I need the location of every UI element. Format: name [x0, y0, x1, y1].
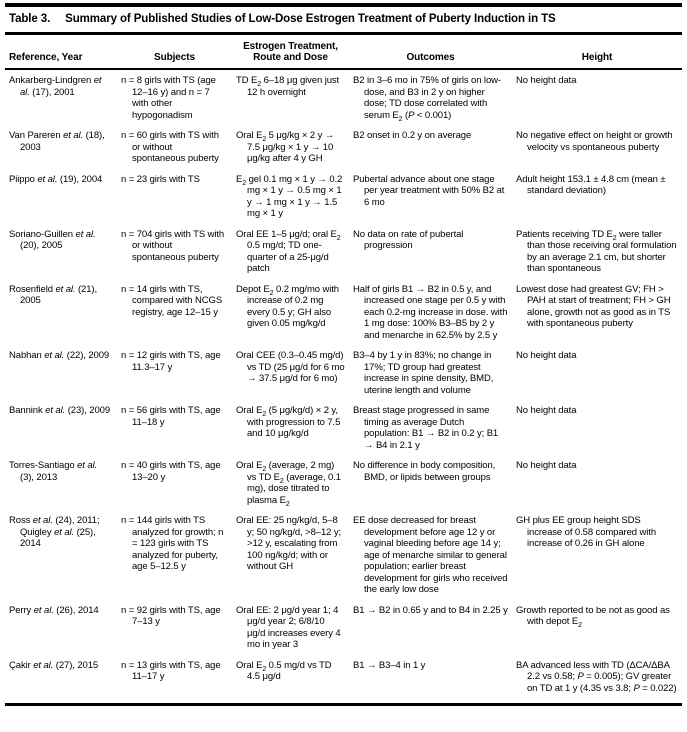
outcomes-cell	[349, 605, 512, 660]
treatment-cell	[232, 350, 349, 405]
treatment-cell	[232, 69, 349, 130]
outcomes-text: B2 in 3–6 mo in 75% of girls on low-dose, and B3 in 2 y on higher dose; TD dose correlated with serum $E_2$ (P < 0.001)	[353, 75, 501, 123]
height-text: No negative effect on height or growth velocity vs spontaneous puberty	[516, 130, 673, 153]
treatment-text: TD $E_2$ 6–18 μg given just 12 h overnight	[236, 75, 340, 98]
treatment-text: Depot $E_2$ 0.2 mg/mo with increase of 0.2 mg every 0.5 y; GH also given 0.05 mg/kg/d	[236, 283, 339, 329]
outcomes-cell	[349, 284, 512, 351]
outcomes-cell	[349, 460, 512, 515]
treatment-cell	[232, 130, 349, 174]
reference-text: Ankarberg-Lindgren et al. (17), 2001	[9, 75, 102, 98]
subjects-text: n = 60 girls with TS with or without spontaneous puberty	[121, 130, 219, 164]
reference-cell	[5, 515, 117, 605]
subjects-cell	[117, 69, 232, 130]
reference-text: Çakir et al. (27), 2015	[9, 659, 99, 671]
reference-cell	[5, 174, 117, 229]
treatment-text: Oral EE 1–5 μg/d; oral $E_2$ 0.5 mg/d; TD one-quarter of a 25-μg/d patch	[236, 228, 341, 274]
reference-text: Piippo et al. (19), 2004	[9, 173, 103, 185]
table-row	[5, 69, 682, 130]
reference-text: Van Pareren et al. (18), 2003	[9, 130, 105, 153]
treatment-cell	[232, 460, 349, 515]
treatment-cell	[232, 605, 349, 660]
subjects-text: n = 8 girls with TS (age 12–16 y) and n = 7 with other hypogonadism	[121, 75, 216, 121]
table-frame	[5, 3, 682, 706]
table-row	[5, 284, 682, 351]
height-cell	[512, 660, 682, 704]
table-row	[5, 174, 682, 229]
reference-cell	[5, 350, 117, 405]
reference-cell	[5, 660, 117, 704]
height-cell	[512, 284, 682, 351]
treatment-text: Oral CEE (0.3–0.45 mg/d) vs TD (25 μg/d for 6 mo → 37.5 μg/d for 6 mo)	[236, 350, 345, 384]
subjects-cell	[117, 284, 232, 351]
table-row	[5, 605, 682, 660]
outcomes-cell	[349, 515, 512, 605]
height-cell	[512, 605, 682, 660]
reference-text: Rosenfield et al. (21), 2005	[9, 283, 98, 306]
reference-text: Torres-Santiago et al. (3), 2013	[9, 460, 98, 483]
reference-text: Soriano-Guillen et al. (20), 2005	[9, 228, 96, 251]
subjects-cell	[117, 229, 232, 284]
outcomes-text: No data on rate of pubertal progression	[353, 228, 464, 251]
subjects-text: n = 56 girls with TS, age 11–18 y	[121, 405, 221, 428]
subjects-cell	[117, 515, 232, 605]
outcomes-text: B1 → B2 in 0.65 y and to B4 in 2.25 y	[353, 604, 508, 616]
reference-cell	[5, 229, 117, 284]
treatment-text: Oral $E_2$ (5 μg/kg/d) × 2 y, with progression to 7.5 and 10 μg/kg/d	[236, 405, 341, 439]
height-text: Growth reported to be not as good as with depot $E_2$	[516, 604, 670, 629]
subjects-text: n = 12 girls with TS, age 11.3–17 y	[121, 350, 221, 373]
column-header-reference: Reference, Year	[5, 35, 117, 69]
treatment-cell	[232, 660, 349, 704]
outcomes-cell	[349, 130, 512, 174]
outcomes-text: B2 onset in 0.2 y on average	[353, 130, 472, 141]
subjects-cell	[117, 130, 232, 174]
reference-text: Bannink et al. (23), 2009	[9, 405, 111, 416]
height-cell	[512, 350, 682, 405]
height-text: No height data	[516, 350, 577, 361]
subjects-text: n = 40 girls with TS, age 13–20 y	[121, 460, 221, 483]
table-row	[5, 460, 682, 515]
outcomes-cell	[349, 405, 512, 460]
subjects-cell	[117, 605, 232, 660]
table-number: Table 3.	[9, 13, 51, 25]
table-row	[5, 405, 682, 460]
height-cell	[512, 174, 682, 229]
table-row	[5, 350, 682, 405]
reference-text: Ross et al. (24), 2011; Quigley et al. (25), 2014	[9, 515, 100, 549]
reference-cell	[5, 130, 117, 174]
treatment-cell	[232, 174, 349, 229]
reference-text: Perry et al. (26), 2014	[9, 604, 99, 616]
table-title: Summary of Published Studies of Low-Dose Estrogen Treatment of Puberty Induction in TS	[65, 13, 556, 25]
outcomes-text: Half of girls B1 → B2 in 0.5 y, and increased one stage per 0.5 y with each 0.2-mg increase in dose. with 1 mg dose: 100% B3–B5 by 2 y and menarche in 62.5% by 2.5 y	[353, 283, 508, 341]
treatment-text: Oral $E_2$ (average, 2 mg) vs TD $E_2$ (average, 0.1 mg), dose titrated to plasma $E_2$	[236, 460, 341, 508]
outcomes-cell	[349, 660, 512, 704]
subjects-text: n = 23 girls with TS	[121, 173, 200, 185]
column-header-outcomes: Outcomes	[349, 35, 512, 69]
table-body	[5, 69, 682, 703]
height-cell	[512, 229, 682, 284]
reference-text: Nabhan et al. (22), 2009	[9, 350, 110, 361]
outcomes-cell	[349, 229, 512, 284]
reference-cell	[5, 460, 117, 515]
height-text: No height data	[516, 405, 577, 416]
treatment-text: Oral $E_2$ 0.5 mg/d vs TD 4.5 μg/d	[236, 659, 332, 682]
treatment-cell	[232, 284, 349, 351]
column-header-height: Height	[512, 35, 682, 69]
height-text: Adult height 153.1 ± 4.8 cm (mean ± standard deviation)	[516, 173, 666, 196]
treatment-cell	[232, 515, 349, 605]
outcomes-text: Pubertal advance about one stage per year treatment with 50% B2 at 6 mo	[353, 173, 505, 208]
outcomes-cell	[349, 69, 512, 130]
table-caption	[5, 7, 682, 35]
reference-cell	[5, 284, 117, 351]
table-row	[5, 515, 682, 605]
column-header-subjects: Subjects	[117, 35, 232, 69]
height-text: Patients receiving TD $E_2$ were taller than those receiving oral formulation by an average 2.1 cm, but shorter than spontaneous	[516, 228, 677, 274]
treatment-cell	[232, 229, 349, 284]
outcomes-text: EE dose decreased for breast development before age 12 y or vaginal bleeding before age 14 y; age of menarche similar to general population; earlier breast development for girls who received the early low dose	[353, 515, 508, 595]
subjects-cell	[117, 460, 232, 515]
treatment-text: Oral EE: 2 μg/d year 1; 4 μg/d year 2; 6/8/10 μg/d increases every 4 mo in year 3	[236, 604, 341, 650]
height-cell	[512, 460, 682, 515]
subjects-text: n = 92 girls with TS, age 7–13 y	[121, 604, 221, 627]
table-row	[5, 229, 682, 284]
reference-cell	[5, 405, 117, 460]
outcomes-text: B1 → B3–4 in 1 y	[353, 659, 426, 671]
height-cell	[512, 515, 682, 605]
subjects-text: n = 144 girls with TS analyzed for growth; n = 123 girls with TS analyzed for puberty, age 5–12.5 y	[121, 515, 224, 572]
outcomes-cell	[349, 174, 512, 229]
height-text: GH plus EE group height SDS increase of 0.58 compared with increase of 0.26 in GH alone	[516, 515, 657, 549]
height-text: No height data	[516, 75, 577, 86]
subjects-cell	[117, 174, 232, 229]
studies-table	[5, 35, 682, 703]
treatment-text: Oral EE: 25 ng/kg/d, 5–8 y; 50 ng/kg/d, >8–12 y; >12 y, escalating from 100 ng/kg/d; with or without GH	[236, 515, 342, 572]
outcomes-text: No difference in body composition, BMD, or lipids between groups	[353, 460, 496, 483]
outcomes-text: Breast stage progressed in same timing as average Dutch population: B1 → B2 in 0.2 y; B1 → B4 in 2.1 y	[353, 405, 499, 451]
column-header-treatment: Estrogen Treatment, Route and Dose	[232, 35, 349, 69]
header-row	[5, 35, 682, 69]
height-text: Lowest dose had greatest GV; FH > PAH at start of treatment; FH > GH alone, growth not as good as in TS with spontaneous puberty	[516, 283, 671, 329]
subjects-cell	[117, 405, 232, 460]
subjects-text: n = 704 girls with TS with or without spontaneous puberty	[121, 228, 225, 263]
table-row	[5, 660, 682, 704]
treatment-text: $E_2$ gel 0.1 mg × 1 y → 0.2 mg × 1 y → 0.5 mg × 1 y → 1 mg × 1 y → 1.5 mg × 1 y	[236, 173, 343, 219]
height-cell	[512, 130, 682, 174]
height-cell	[512, 405, 682, 460]
height-cell	[512, 69, 682, 130]
outcomes-cell	[349, 350, 512, 405]
reference-cell	[5, 69, 117, 130]
height-text: BA advanced less with TD (ΔCA/ΔBA 2.2 vs 0.58; P = 0.005); GV greater on TD at 1 y (4.35 vs 3.8; P = 0.022)	[516, 659, 677, 694]
height-text: No height data	[516, 460, 577, 471]
reference-cell	[5, 605, 117, 660]
subjects-text: n = 13 girls with TS, age 11–17 y	[121, 659, 221, 682]
treatment-text: Oral $E_2$ 5 μg/kg × 2 y → 7.5 μg/kg × 1 y → 10 μg/kg after 4 y GH	[236, 130, 335, 164]
subjects-cell	[117, 660, 232, 704]
treatment-cell	[232, 405, 349, 460]
subjects-text: n = 14 girls with TS, compared with NCGS registry, age 12–15 y	[121, 283, 223, 318]
outcomes-text: B3–4 by 1 y in 83%; no change in 17%; TD group had greatest increase in spine density, BMD, uterine length and volume	[353, 350, 494, 396]
table-row	[5, 130, 682, 174]
subjects-cell	[117, 350, 232, 405]
